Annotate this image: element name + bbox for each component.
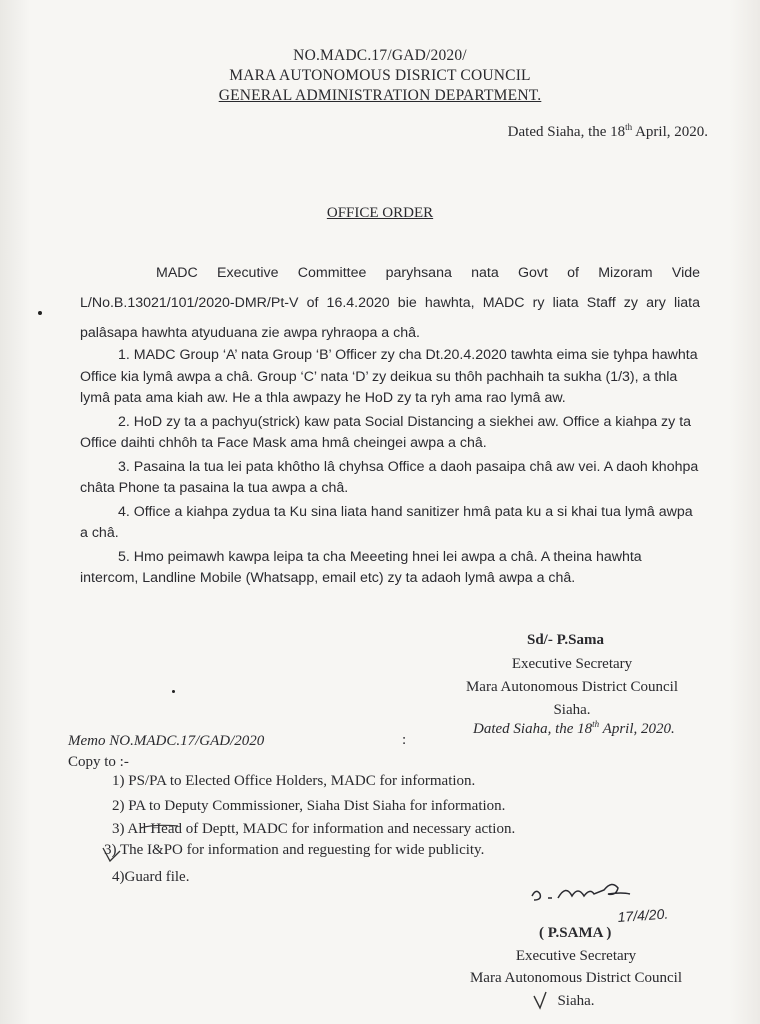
bottom-place: Siaha. xyxy=(557,993,595,1009)
bottom-signatory-name: ( P.SAMA ) xyxy=(539,925,612,941)
ink-dot xyxy=(38,311,42,315)
signatory-designation: Executive Secretary xyxy=(511,656,633,672)
signatory-name: Sd/- P.Sama xyxy=(527,632,604,648)
signatory-council: Mara Autonomous District Council xyxy=(465,679,679,695)
copy-item: 1) PS/PA to Elected Office Holders, MADC for information. xyxy=(112,773,476,789)
signatory-place: Siaha. xyxy=(553,702,591,718)
council-name-heading: MARA AUTONOMOUS DISRICT COUNCIL xyxy=(229,67,531,84)
copy-item: 3) All Head of Deptt, MADC for information and necessary action. xyxy=(112,821,516,837)
order-point: 1. MADC Group ‘A’ nata Group ‘B’ Officer zy cha Dt.20.4.2020 tawhta eima sie tyhpa hawhta Office kia lymâ awpa a châ. Group ‘C’ nata ‘D’ zy deikua su thôh pachhaih ta sukha (1/3), a thla lymâ pata ama kiah aw. He a thla awpazy he HoD zy ta ryh ama rao lymâ aw. xyxy=(80,347,698,406)
order-point: 5. Hmo peimawh kawpa leipa ta cha Meeeting hnei lei awpa a châ. A theina hawhta intercom, Landline Mobile (Whatsapp, email etc) zy ta adaoh lymâ awpa a châ. xyxy=(80,548,642,586)
ink-dot xyxy=(172,690,175,693)
copy-item: 2) PA to Deputy Commissioner, Siaha Dist Siaha for information. xyxy=(112,798,506,814)
reference-number: NO.MADC.17/GAD/2020/ xyxy=(293,47,467,64)
order-point: 2. HoD zy ta a pachyu(strick) kaw pata Social Distancing a siekhei aw. Office a kiahpa zy ta Office daihti chhôh ta Face Mask ama hmâ cheingei awpa a châ. xyxy=(80,413,692,451)
document-title: OFFICE ORDER xyxy=(326,205,434,221)
department-heading: GENERAL ADMINISTRATION DEPARTMENT. xyxy=(218,87,542,104)
order-point: 3. Pasaina la tua lei pata khôtho lâ chyhsa Office a daoh pasaipa châ aw vei. A daoh khohpa châta Phone ta pasaina la tua awpa a châ. xyxy=(80,458,699,496)
memo-date: Dated Siaha, the 18th April, 2020. xyxy=(473,719,675,737)
handwritten-signature-icon xyxy=(522,872,732,932)
order-points xyxy=(80,345,700,590)
copy-item: 4)Guard file. xyxy=(112,869,190,885)
memo-number: Memo NO.MADC.17/GAD/2020 xyxy=(68,733,265,749)
memo-colon: : xyxy=(402,732,407,748)
handwritten-corrections-icon xyxy=(100,815,220,865)
copy-to-label: Copy to :- xyxy=(68,754,129,770)
handwritten-date: 17/4/20. xyxy=(617,905,669,925)
copy-item: 3) The I&PO for information and reguesting for wide publicity. xyxy=(104,842,485,858)
order-point: 4. Office a kiahpa zydua ta Ku sina liata hand sanitizer hmâ pata ku a si khai tua lymâ awpa a châ. xyxy=(80,503,693,541)
order-date: Dated Siaha, the 18th April, 2020. xyxy=(507,122,708,140)
check-mark-icon xyxy=(532,990,552,1012)
bottom-council: Mara Autonomous District Council xyxy=(469,970,683,986)
bottom-designation: Executive Secretary xyxy=(515,948,637,964)
intro-paragraph: MADC Executive Committee paryhsana nata Govt of Mizoram Vide L/No.B.13021/101/2020-DMR/Pt-V of 16.4.2020 bie hawhta, MADC ry liata Staff zy ary liata palâsapa hawhta atyuduana zie awpa ryhraopa a châ. xyxy=(80,265,700,341)
